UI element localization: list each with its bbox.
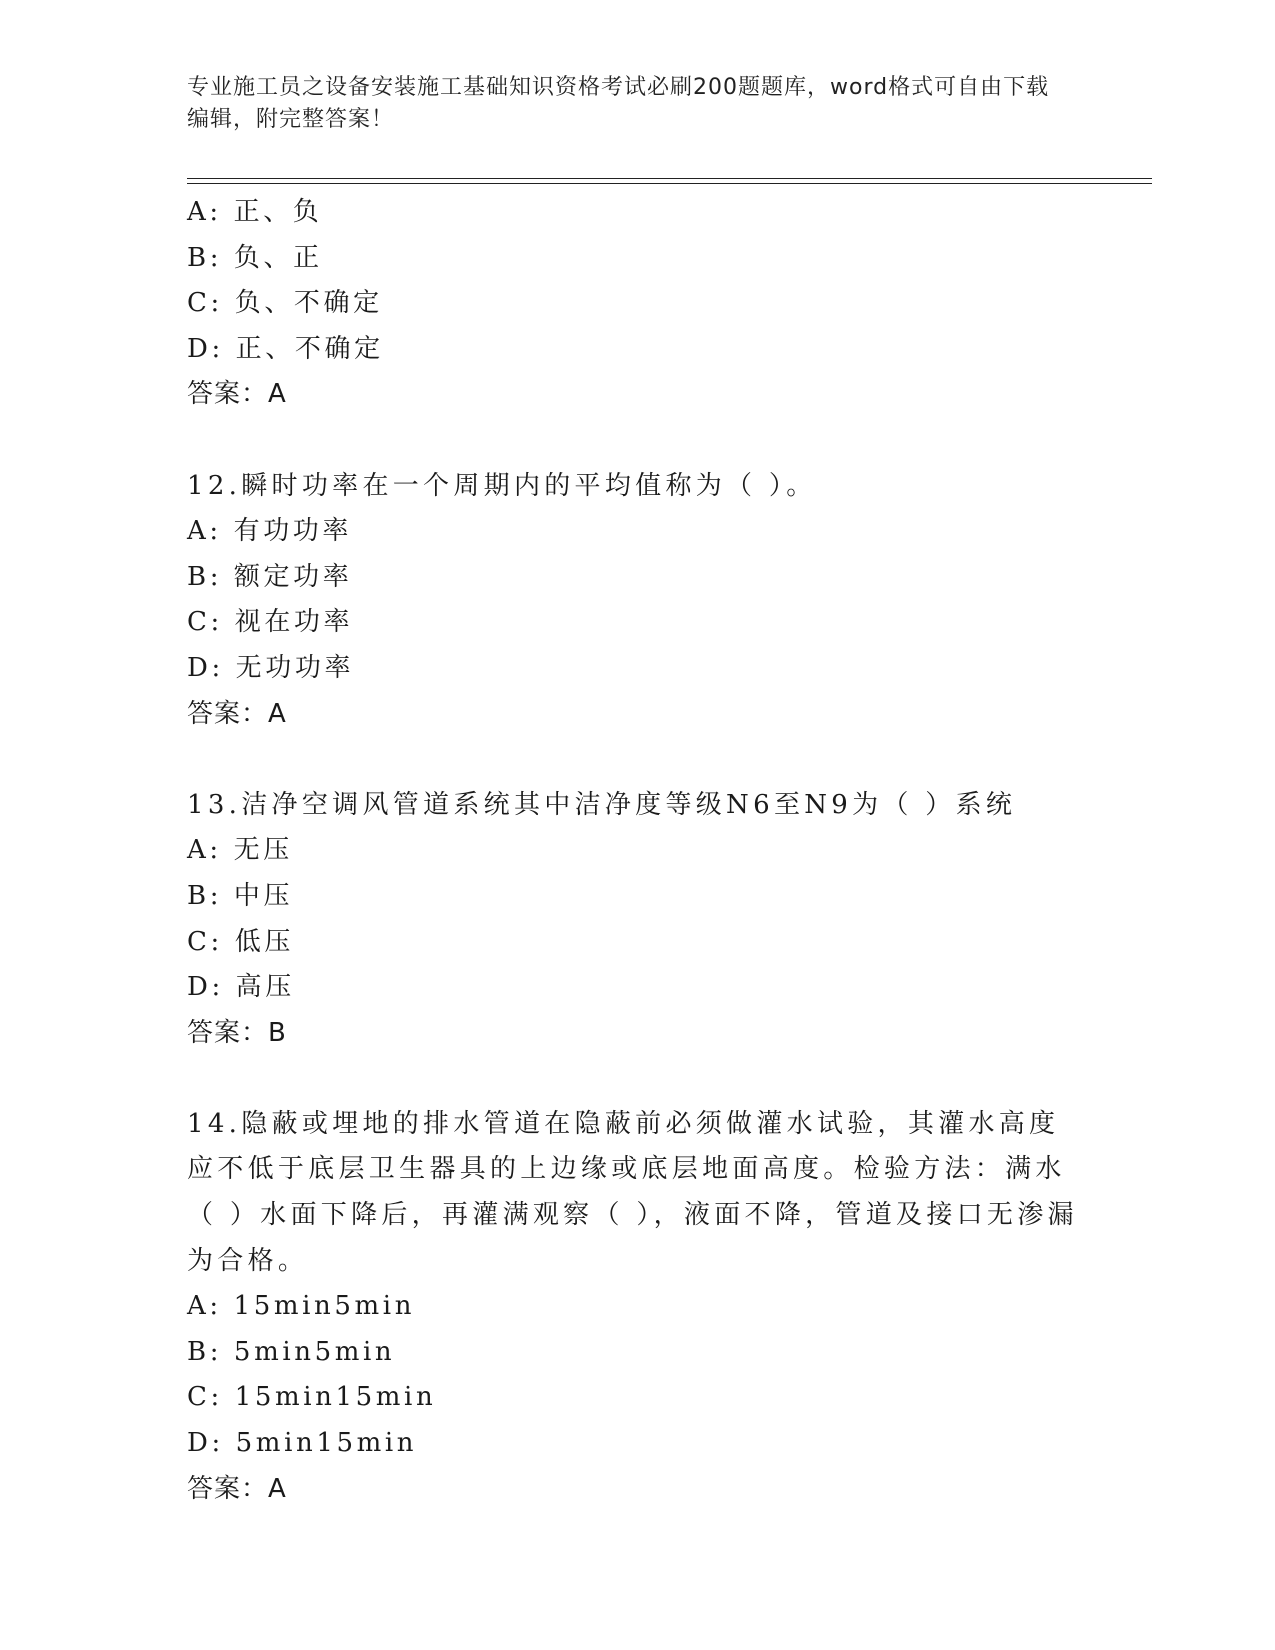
option-c: C: 15min15min	[187, 1382, 437, 1413]
option-a: A: 15min5min	[187, 1291, 416, 1322]
option-b: B: 额定功率	[187, 561, 353, 592]
option-d: D: 正、不确定	[187, 333, 384, 364]
option-a: A: 无压	[187, 835, 293, 866]
answer: 答案：A	[187, 698, 287, 729]
option-c: C: 视在功率	[187, 607, 354, 638]
option-d: D: 无功功率	[187, 652, 355, 683]
option-a: A: 正、负	[187, 197, 323, 227]
question-stem: 14.隐蔽或埋地的排水管道在隐蔽前必须做灌水试验，其灌水高度应不低于底层卫生器具的上边缘或底层地面高度。检验方法：满水（ ）水面下降后，再灌满观察（ ），液面不降，管道及接口无渗漏为合格。	[187, 1108, 1078, 1276]
question-list	[187, 190, 1087, 1512]
option-c: C: 负、不确定	[187, 288, 383, 319]
answer: 答案：A	[187, 1473, 287, 1504]
header-rule-bottom	[187, 183, 1152, 184]
answer: 答案：A	[187, 379, 287, 410]
question-13	[187, 783, 1087, 1057]
option-c: C: 低压	[187, 926, 294, 957]
header-rule-top	[187, 178, 1152, 179]
question-14	[187, 1102, 1087, 1512]
option-d: D: 高压	[187, 972, 295, 1003]
document-header: 专业施工员之设备安装施工基础知识资格考试必刷200题题库，word格式可自由下载编辑，附完整答案！	[187, 75, 1050, 132]
question-stem: 13.洁净空调风管道系统其中洁净度等级N6至N9为（ ）系统	[187, 789, 1017, 820]
option-b: B: 5min5min	[187, 1336, 396, 1367]
question-stem: 12.瞬时功率在一个周期内的平均值称为（ ）。	[187, 470, 817, 501]
option-b: B: 中压	[187, 880, 294, 911]
question-11	[187, 190, 1087, 418]
option-a: A: 有功功率	[187, 516, 353, 547]
option-d: D: 5min15min	[187, 1428, 418, 1459]
option-b: B: 负、正	[187, 242, 323, 273]
question-12	[187, 464, 1087, 738]
answer: 答案：B	[187, 1017, 287, 1048]
